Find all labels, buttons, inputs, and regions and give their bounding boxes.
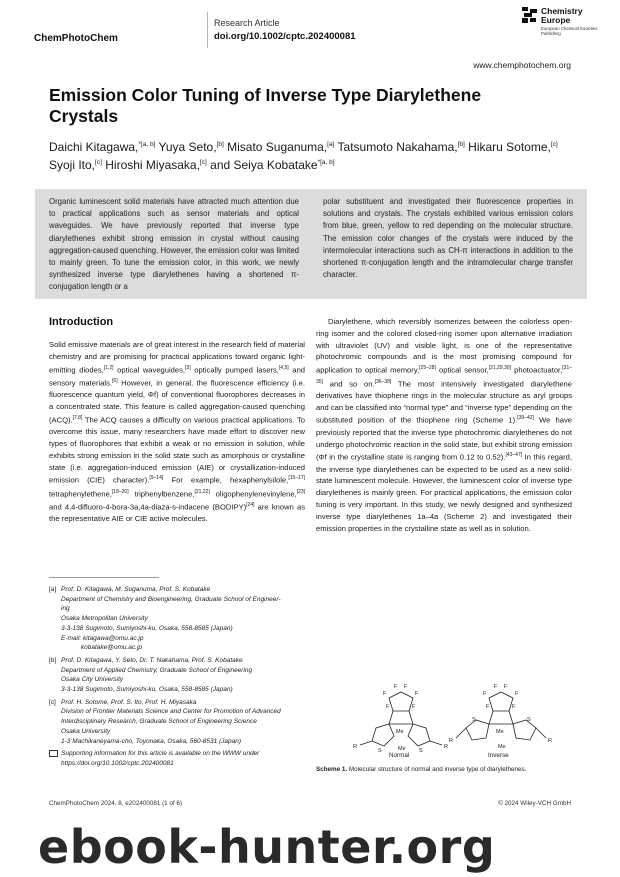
affiliation-line: 3-3-138 Sugimoto, Sumiyoshi-ku, Osaka, 558-8585 (Japan) (61, 686, 233, 694)
affiliation-line: Prof. D. Kitagawa, Y. Seto, Dr. T. Nakahama, Prof. S. Kobatake (61, 656, 243, 664)
citation-ref[interactable]: [4,5] (278, 364, 289, 371)
citation-ref[interactable]: [25–28] (419, 365, 436, 372)
affiliation-line: Osaka City University (61, 676, 124, 684)
citation-ref[interactable]: [1,2] (103, 364, 114, 371)
affiliation-line: Department of Chemistry and Bioengineering, Graduate School of Engineer- (61, 595, 281, 603)
author-name: Hiroshi Miyasaka, (101, 158, 200, 172)
author-name: Tatsumoto Nakahama, (334, 140, 458, 154)
affiliation-line: ing (61, 605, 70, 613)
inverse-label: Inverse (488, 752, 509, 759)
affiliation-tag: [c] (49, 698, 56, 706)
citation-ref[interactable]: [21,22] (194, 488, 210, 495)
author-affiliation-mark: [b] (457, 141, 465, 148)
affiliation-tag: [a] (49, 586, 57, 593)
logo-subtitle: European Chemical Societies Publishing (541, 26, 598, 36)
svg-text:F: F (415, 691, 419, 697)
author-affiliation-mark: [c] (550, 141, 558, 148)
svg-text:S: S (527, 717, 531, 723)
svg-text:F: F (404, 684, 408, 690)
intro-right-column (316, 316, 572, 534)
author-name: and Seiya Kobatake (206, 158, 318, 172)
citation-ref[interactable]: [24] (246, 502, 255, 509)
svg-text:R: R (548, 738, 552, 744)
author-affiliation-mark: [c] (199, 159, 207, 166)
affiliation-line: Osaka University (61, 727, 111, 735)
article-type: Research Article (214, 18, 280, 28)
svg-text:S: S (378, 748, 382, 754)
citation-ref[interactable]: [23] (296, 488, 306, 495)
svg-text:S: S (419, 748, 423, 754)
svg-text:F: F (512, 704, 516, 710)
affiliation-entry (49, 698, 309, 747)
author-name: Misato Suganuma, (223, 140, 328, 154)
abstract-box (35, 189, 587, 299)
document-icon (49, 750, 58, 757)
svg-text:F: F (394, 684, 398, 690)
citation-ref[interactable]: [9–14] (149, 475, 164, 482)
affiliation-entry (49, 656, 309, 695)
affiliation-line: 1-3 Machikaneyama-cho, Toyonaka, Osaka, 560-8531 (Japan) (61, 737, 242, 745)
scheme-caption-label: Scheme 1. (316, 766, 348, 773)
svg-text:R: R (353, 744, 357, 750)
author-name: Daichi Kitagawa, (49, 140, 139, 154)
scheme-1-figure (316, 680, 588, 760)
scheme-1-structures (316, 680, 588, 760)
author-name: Yuya Seto, (155, 140, 217, 154)
supporting-info-text: Supporting information for this article is available on the WWW under https://doi.org/10.1002/cptc.202400081 (61, 750, 260, 767)
svg-text:F: F (494, 684, 498, 690)
normal-label: Normal (389, 752, 410, 759)
intro-paragraph-1: Solid emissive materials are of great interest in the research field of material chemistry and are promising for practical applications toward organic light-emitting diodes,[1,2] optical waveguides,[3] optically pumped lasers,[4,5] and sensory materials.[6] However, in general, the fluorescence efficiency (i.e. fluorescence quantum yield, Φf) of conventional fluorophores decreases in a concentrated state. This feature is called aggregation-caused quenching (ACQ).[7,8] The ACQ causes a difficulty on various practical applications. To overcome this issue, many researchers have made effort to discover new types of fluorophores that exhibit a weak or no emission in solution, while exhibits strong emission in the solid state such as amorphous or crystalline state (i.e. aggregation-induced emission (AIE) or crystallization-induced emission (CIE) character).[9–14] For example, hexaphenylsilole,[15–17] tetraphenylethene,[18–20] triphenylbenzene,[21,22] oligophenylenevinylene,[23] and 4,4-difluoro-4-bora-3a,4a-diaza-s-indacene (BODIPY)[24] are known as the representative AIE or CIE active molecules. (49, 340, 306, 524)
citation-ref[interactable]: [18–20] (111, 488, 129, 495)
header-divider (207, 12, 208, 48)
svg-text:F: F (483, 691, 487, 697)
author-list (49, 137, 579, 173)
svg-text:Me: Me (498, 744, 506, 750)
watermark: ebook-hunter.org (38, 820, 496, 874)
svg-text:R: R (444, 744, 448, 750)
abstract-left-column: Organic luminescent solid materials have attracted much attention due to practical applications such as sensor materials and optical waveguides. We have previously reported that inverse type diarylethenes exhibit strong emission in crystal without causing aggregation-caused quenching. However, the emission color was limited to mainly green. To tune the emission color, in this work, we newly synthesized inverse type diarylethenes having a shortened π-conjugation length or a (49, 197, 299, 292)
affiliation-line: Prof. H. Sotome, Prof. S. Ito, Prof. H. Miyasaka (61, 698, 197, 706)
doi-link[interactable]: doi.org/10.1002/cptc.202400081 (214, 31, 356, 42)
svg-text:F: F (486, 704, 490, 710)
svg-text:Me: Me (396, 729, 404, 735)
svg-text:F: F (383, 691, 387, 697)
footer-citation: ChemPhotoChem 2024, 8, e202400081 (1 of 6) (49, 800, 183, 807)
svg-text:Me: Me (496, 729, 504, 735)
journal-website[interactable]: www.chemphotochem.org (473, 60, 571, 70)
svg-text:F: F (504, 684, 508, 690)
scheme-1-caption (316, 766, 588, 773)
citation-ref[interactable]: [15–17] (288, 475, 305, 482)
author-affiliation-mark: *[a, b] (138, 141, 156, 148)
article-title: Emission Color Tuning of Inverse Type Diarylethene Crystals (49, 85, 482, 126)
citation-ref[interactable]: [6] (112, 377, 118, 384)
abstract-right-column: polar substituent and investigated their fluorescence properties in solutions and crystals. The crystals exhibited various emission colors from blue, green, yellow to red depending on the molecular structure. The emission color changes of the crystals were induced by the intermolecular interactions such as CH-π interactions in addition to the shortened π-conjugation length and the intramolecular charge transfer character. (323, 197, 573, 280)
intro-paragraph-2: Diarylethene, which reversibly isomerizes between the colorless open-ring isomer and the colored closed-ring isomer upon alternative irradiation with ultraviolet (UV) and visible light, is one of the representative photochromic compounds and is the most promising compound for application to optical memory,[25–28] optical sensor,[21,29,30] photoactuator,[31–35] and so on.[36–38] The most intensively investigated diarylethene derivatives have thiophene rings in the molecular structure as aryl groups and can be classified into “normal type” and “inverse type” depending on the substituted position of the thiophene ring (Scheme 1).[39–42] We have previously reported that the inverse type photochromic diarylethenes do not undergo photochromic reaction in the solid state, but exhibit strong emission (Φf in the crystalline state is ranging from 0.12 to 0.52).[43–47] In this regard, the inverse type diarylethenes can be expected to be used as a new solid-state luminescent molecule. However, the luminescent color of inverse type diarylethenes is mainly green. For practical applications, the emission color tuning is very important. In this study, we newly designed and synthesized inverse type diarylethenes 1a–4a (Scheme 2) and investigated their emission properties in the crystalline state as well as in solution. (316, 317, 573, 533)
svg-text:F: F (386, 704, 390, 710)
author-affiliation-mark: [b] (216, 141, 224, 148)
chemistry-europe-logo (522, 7, 612, 43)
affiliation-line: Osaka Metropolitan University (61, 615, 148, 623)
author-name: Hikaru Sotome, (464, 140, 551, 154)
journal-name: ChemPhotoChem (34, 33, 118, 44)
author-name: Syoji Ito, (49, 158, 96, 172)
affiliation-line: E-mail: kitagawa@omu.ac.jp (61, 634, 144, 642)
intro-left-column (49, 339, 305, 525)
svg-text:S: S (472, 717, 476, 723)
svg-text:F: F (515, 691, 519, 697)
affiliation-line: Division of Frontier Materials Science and Center for Promotion of Advanced (61, 708, 281, 716)
introduction-heading: Introduction (49, 316, 114, 328)
svg-text:R: R (449, 738, 453, 744)
scheme-caption-text: Molecular structure of normal and inverse type of diarylethenes. (347, 766, 527, 773)
svg-text:F: F (412, 704, 416, 710)
affiliation-line: Prof. D. Kitagawa, M. Suganuma, Prof. S. Kobatake (61, 586, 211, 593)
citation-ref[interactable]: [21,29,30] (488, 365, 511, 372)
normal-diarylethene-structure (360, 692, 442, 746)
author-affiliation-mark: [c] (95, 159, 102, 166)
citation-ref[interactable]: [7,8] (72, 414, 83, 421)
affiliation-line: 3-3-138 Sugimoto, Sumiyoshi-ku, Osaka, 558-8585 (Japan) (61, 624, 233, 632)
citation-ref[interactable]: [43–47] (505, 452, 523, 459)
chemistry-europe-logo-icon (522, 7, 537, 23)
normal-structure-atoms (353, 684, 448, 754)
affiliation-line: kobatake@omu.ac.jp (61, 644, 143, 652)
footer-copyright: © 2024 Wiley-VCH GmbH (498, 800, 571, 807)
svg-text:Me: Me (398, 746, 406, 752)
supporting-info-note[interactable] (49, 749, 309, 768)
citation-ref[interactable]: [36–38] (374, 378, 392, 385)
author-affiliation-mark: *[a, b] (317, 159, 335, 166)
affiliations (49, 585, 309, 769)
affiliation-line: Department of Applied Chemistry, Graduate School of Engineering (61, 666, 253, 674)
logo-name: Chemistry Europe (541, 6, 583, 25)
citation-ref[interactable]: [31–35] (316, 365, 573, 385)
author-affiliation-mark: [a] (327, 141, 335, 148)
affiliation-entry (49, 585, 309, 653)
affiliation-line: Interdisciplinary Research, Graduate School of Engineering Science (61, 718, 257, 726)
citation-ref[interactable]: [3] (185, 364, 191, 371)
affiliation-divider (49, 577, 159, 578)
affiliation-tag: [b] (49, 656, 57, 664)
citation-ref[interactable]: [39–42] (517, 415, 534, 422)
inverse-structure-atoms (449, 684, 552, 750)
